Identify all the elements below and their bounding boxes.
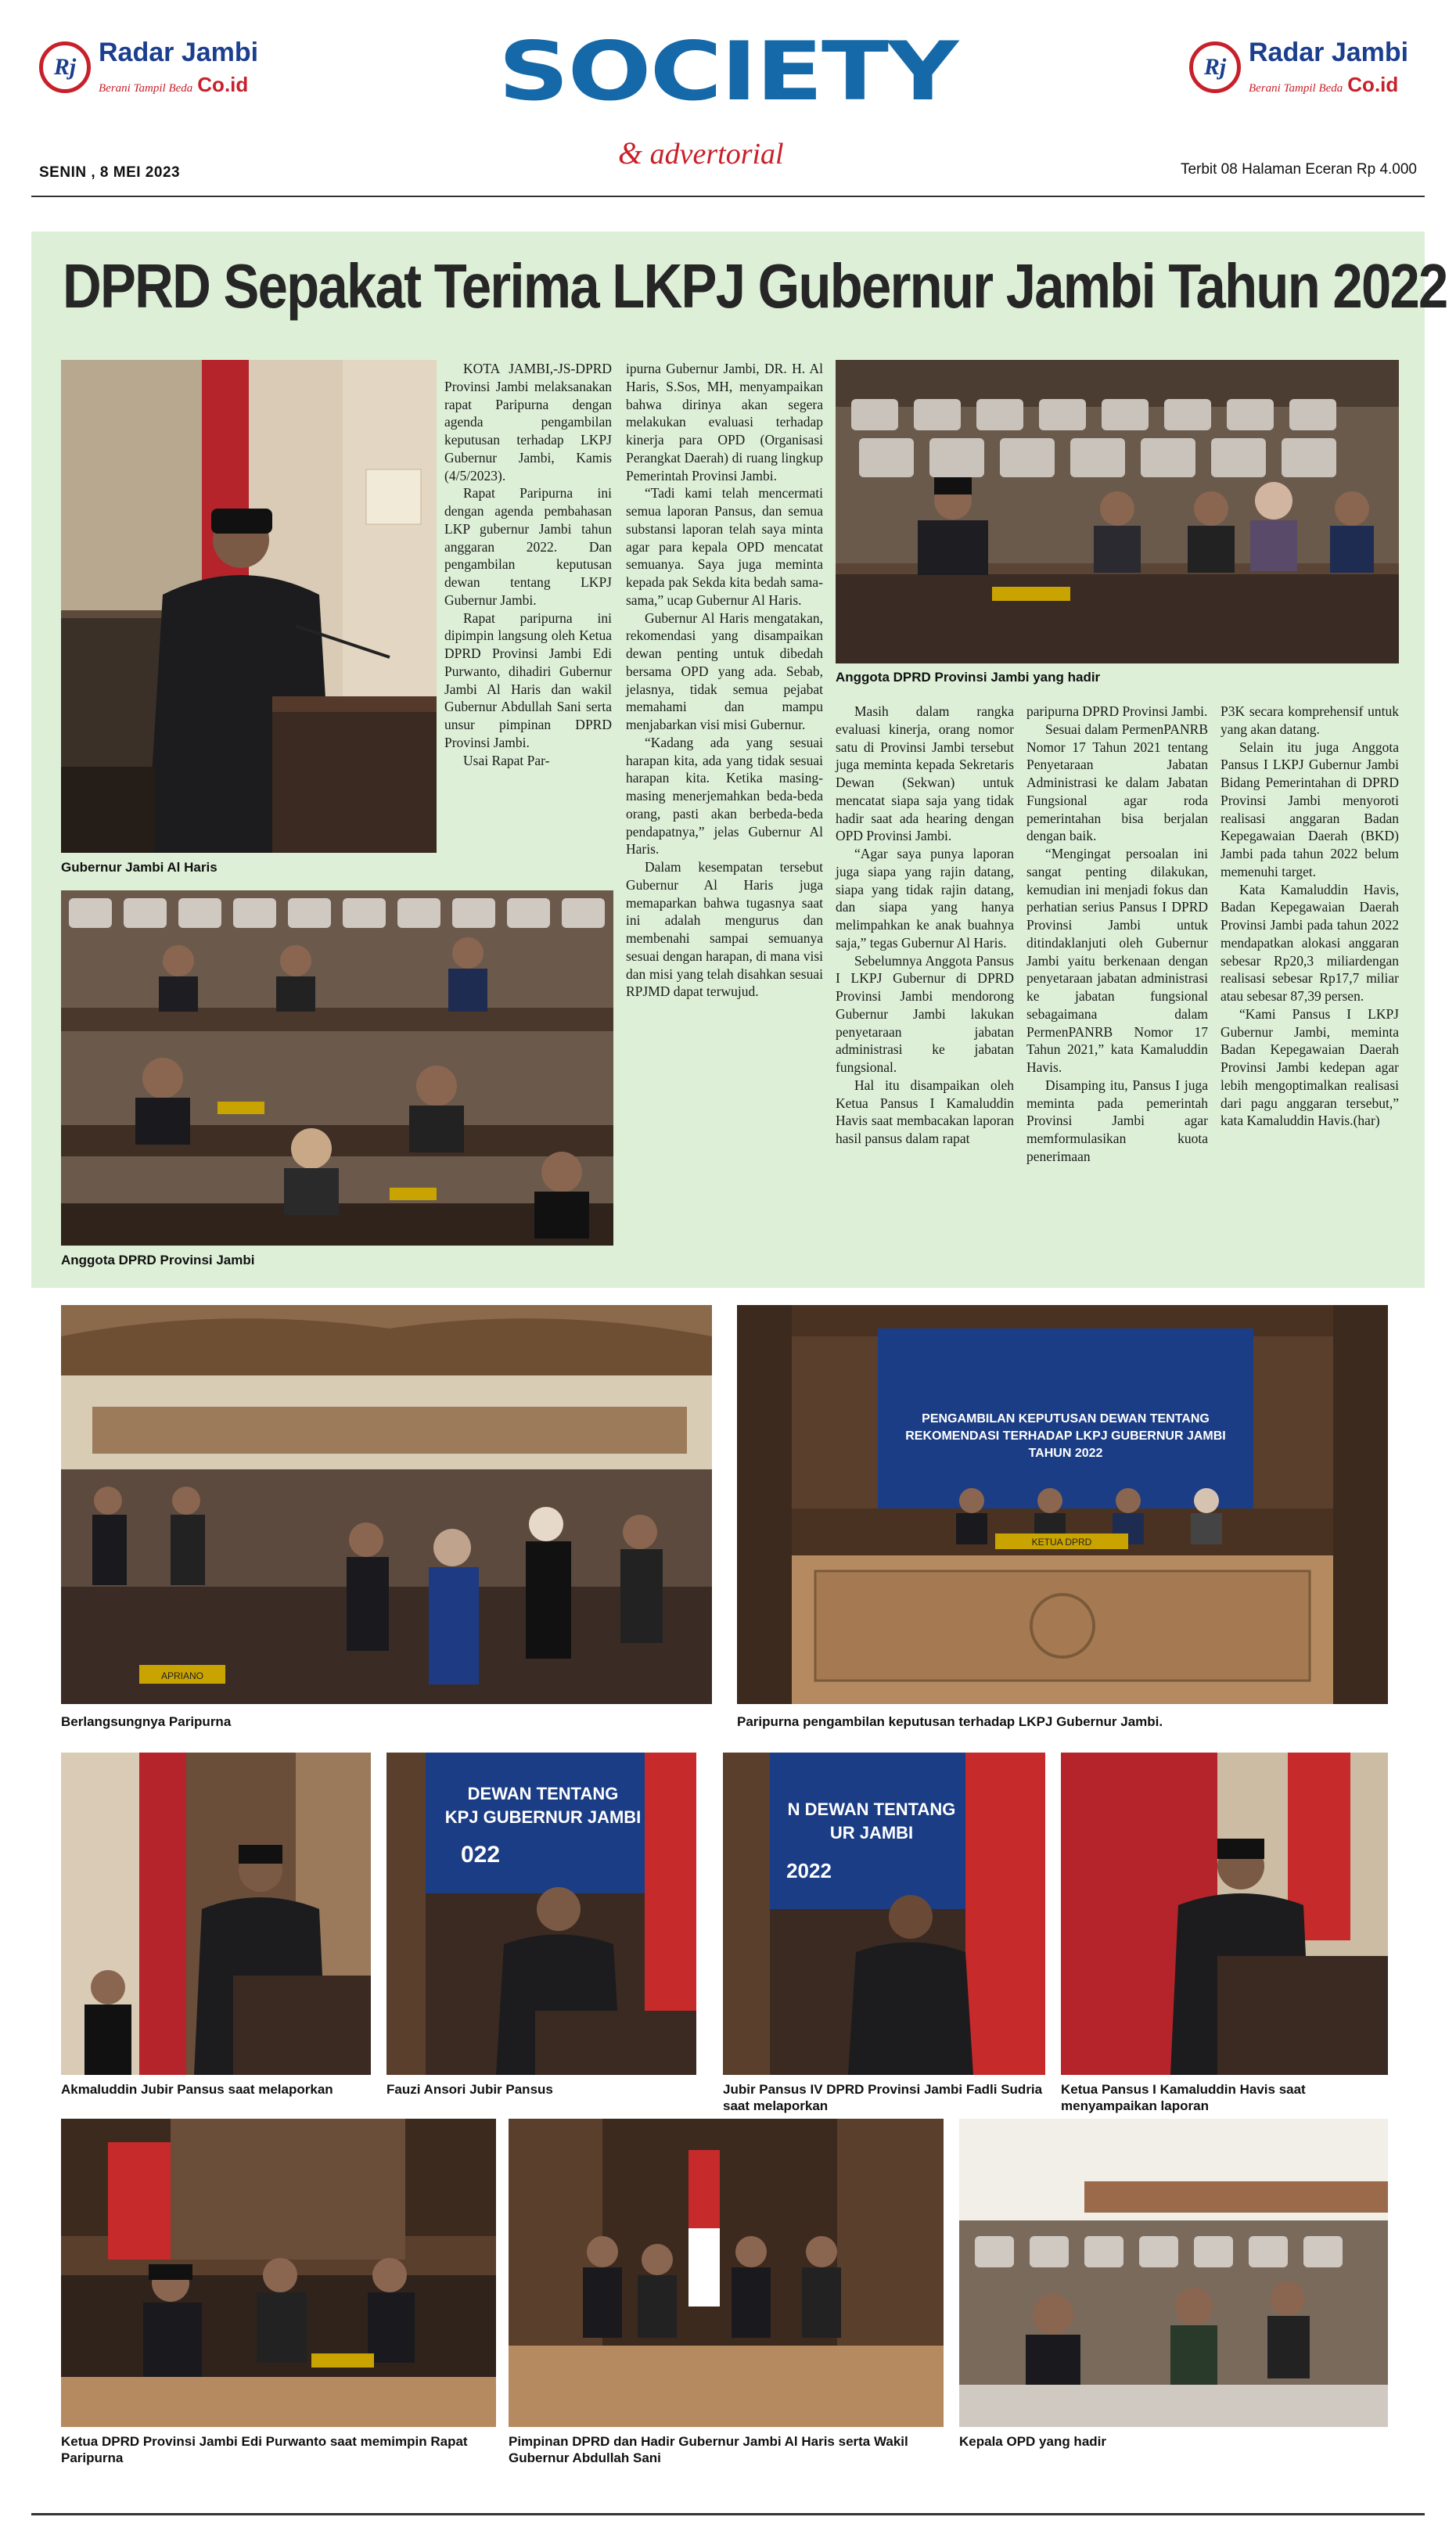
article-paragraph: Usai Rapat Par- (463, 752, 550, 768)
brand-domain: Co.id (1347, 73, 1399, 96)
masthead-divider (31, 196, 1425, 197)
article-paragraph: Rapat Paripurna ini dengan agenda pembahasan LKP gubernur Jambi tahun anggaran 2022. Dan pengambilan keputusan dewan tentang LKPJ Gubernur Jambi. (444, 485, 612, 608)
photo-opd (959, 2119, 1388, 2427)
caption-paripurna-keputusan: Paripurna pengambilan keputusan terhadap LKPJ Gubernur Jambi. (737, 1714, 1163, 1729)
screen-text-line: 022 (460, 1842, 501, 1868)
article-paragraph: P3K secara komprehensif untuk yang akan datang. (1221, 703, 1399, 737)
screen-text-line: 2022 (786, 1859, 832, 1882)
article-headline: DPRD Sepakat Terima LKPJ Gubernur Jambi Tahun 2022 (63, 251, 1447, 321)
photo-fauzi (386, 1753, 696, 2075)
brand-name: Radar Jambi (1249, 38, 1409, 67)
subtitle-word: advertorial (649, 138, 784, 171)
photo-anggota-hadir (836, 360, 1399, 663)
issue-price: Terbit 08 Halaman Eceran Rp 4.000 (1180, 161, 1417, 178)
brand-logo-left (39, 38, 258, 97)
article-paragraph: Disamping itu, Pansus I juga meminta pada pemerintah Provinsi Jambi agar memformulasikan kuota penerimaan (1026, 1077, 1208, 1164)
caption-fadli: Jubir Pansus IV DPRD Provinsi Jambi Fadli Sudria saat melaporkan (723, 2082, 1043, 2114)
article-paragraph: “Kami Pansus I LKPJ Gubernur Jambi, meminta Badan Kepegawaian Daerah Provinsi Jambi kedepan agar lebih mengoptimalkan realisasi dari pagu anggaran tersebut,” kata Kamaluddin Havis.(har) (1221, 1005, 1399, 1129)
screen-text-line: DEWAN TENTANG (467, 1784, 619, 1803)
article-paragraph: “Kadang ada yang sesuai harapan kita, ada yang tidak sesuai harapan kita. Ketika masing-masing menerjemahkan beda-beda orang, pasti akan berbeda-beda pendapatnya,” jelas Gubernur Al Haris. (626, 734, 823, 858)
section-title: SOCIETY (498, 23, 958, 119)
caption-berlangsung: Berlangsungnya Paripurna (61, 1714, 232, 1729)
issue-date: SENIN , 8 MEI 2023 (39, 164, 181, 181)
article-column-2 (626, 360, 823, 1001)
article-paragraph: Rapat paripurna ini dipimpin langsung oleh Ketua DPRD Provinsi Jambi Edi Purwanto, dihadiri Gubernur Jambi Al Haris dan wakil Gubernur Abdullah Sani serta unsur pimpinan DPRD Provinsi Jambi. (444, 609, 612, 750)
caption-anggota-hadir: Anggota DPRD Provinsi Jambi yang hadir (836, 670, 1101, 685)
photo-anggota (61, 890, 613, 1246)
article-paragraph: Sesuai dalam PermenPANRB Nomor 17 Tahun 2021 tentang Penyetaraan Jabatan Administrasi ke dalam Jabatan Fungsional agar roda pemerintahan bisa berjalan dengan baik. (1026, 721, 1208, 844)
nameplate-label: KETUA DPRD (1031, 1537, 1092, 1548)
screen-text-line: N DEWAN TENTANG (787, 1800, 956, 1819)
article-column-5 (1221, 703, 1399, 1130)
screen-text-line: PENGAMBILAN KEPUTUSAN DEWAN TENTANG (922, 1412, 1210, 1426)
ampersand: & (618, 135, 643, 171)
article-paragraph: Gubernur Al Haris mengatakan, rekomendasi yang disampaikan dewan penting untuk dibedah bersama OPD yang ada. Sebab, jelasnya, tidak semua pejabat memahami dan mampu menjabarkan visi misi Gubernur. (626, 609, 823, 732)
article-paragraph: Hal itu disampaikan oleh Ketua Pansus I Kamaluddin Havis saat membacakan laporan hasil pansus dalam rapat (836, 1077, 1014, 1146)
caption-anggota: Anggota DPRD Provinsi Jambi (61, 1253, 255, 1267)
article-paragraph: Sebelumnya Anggota Pansus I LKPJ Gubernur di DPRD Provinsi Jambi mendorong Gubernur Jambi lakukan penyetaraan jabatan administrasi ke jabatan fungsional. (836, 952, 1014, 1075)
article-paragraph: “Agar saya punya laporan juga siapa yang rajin datang, siapa yang tidak rajin datang, dan siapa yang hanya melimpahkan ke anak buahnya saja,” tegas Gubernur Al Haris. (836, 846, 1014, 951)
screen-text-line: REKOMENDASI TERHADAP LKPJ GUBERNUR JAMBI (905, 1429, 1226, 1443)
article-column-3 (836, 703, 1014, 1148)
caption-gubernur: Gubernur Jambi Al Haris (61, 860, 218, 875)
brand-logo-right (1189, 38, 1408, 97)
article-paragraph: paripurna DPRD Provinsi Jambi. (1026, 703, 1208, 719)
brand-name: Radar Jambi (99, 38, 259, 67)
photo-fadli (723, 1753, 1045, 2075)
photo-paripurna-keputusan (737, 1305, 1388, 1704)
article-paragraph: KOTA JAMBI,-JS-DPRD Provinsi Jambi melaksanakan rapat Paripurna dengan agenda pengambilan keputusan terhadap LKPJ Gubernur Jambi, Kamis (4/5/2023). (444, 361, 612, 484)
caption-fauzi: Fauzi Ansori Jubir Pansus (386, 2082, 553, 2097)
screen-text-line: TAHUN 2022 (1028, 1447, 1103, 1460)
caption-pimpinan: Pimpinan DPRD dan Hadir Gubernur Jambi Al Haris serta Wakil Gubernur Abdullah Sani (509, 2434, 908, 2466)
article-paragraph: Dalam kesempatan tersebut Gubernur Al Haris juga memaparkan bahwa tugasnya saat ini adalah mengurus dan membenahi sampai semuanya sesuai dengan harapan, di mana visi dan misi yang telah disahkan sesuai RPJMD dapat terwujud. (626, 859, 823, 1000)
photo-edi (61, 2119, 496, 2427)
footer-divider (31, 2513, 1425, 2515)
brand-emblem-icon: Rj (1189, 41, 1241, 93)
photo-berlangsung (61, 1305, 712, 1704)
caption-kamaluddin: Ketua Pansus I Kamaluddin Havis saat menyampaikan laporan (1061, 2082, 1306, 2114)
article-paragraph: “Mengingat persoalan ini sangat penting dilakukan, kemudian ini menjadi fokus dan perhatian serius Pansus I DPRD Provinsi Jambi untuk ditindaklanjuti oleh Gubernur Jambi yaitu berkenaan dengan penyetaraan jabatan administrasi ke jabatan fungsional sebagaimana dalam PermenPANRB Nomor 17 Tahun 2021,” kata Kamaluddin Havis. (1026, 846, 1208, 1075)
caption-akmaluddin: Akmaluddin Jubir Pansus saat melaporkan (61, 2082, 333, 2097)
article-paragraph: “Tadi kami telah mencermati semua laporan Pansus, dan semua substansi laporan telah saya minta agar para kepala OPD mencatat semuanya. Saya juga meminta kepada pak Sekda kita bedah sama-sama,” ucap Gubernur Al Haris. (626, 485, 823, 608)
photo-pimpinan (509, 2119, 944, 2427)
photo-kamaluddin (1061, 1753, 1388, 2075)
article-paragraph: Kata Kamaluddin Havis, Badan Kepegawaian Daerah Provinsi Jambi pada tahun 2022 mendapatkan alokasi anggaran sebesar Rp20,3 miliardengan realisasi sebesar Rp17,7 miliar atau sebesar 87,39 persen. (1221, 881, 1399, 1004)
screen-text-line: UR JAMBI (829, 1823, 914, 1843)
photo-akmaluddin (61, 1753, 371, 2075)
brand-domain: Co.id (197, 73, 249, 96)
article-paragraph: ipurna Gubernur Jambi, DR. H. Al Haris, S.Sos, MH, menyampaikan bahwa dirinya akan segera melakukan evaluasi terhadap kinerja para OPD (Organisasi Perangkat Daerah) di ruang lingkup Pemerintah Provinsi Jambi. (626, 361, 823, 484)
brand-emblem-icon: Rj (39, 41, 91, 93)
nameplate-label: APRIANO (160, 1670, 204, 1681)
brand-tagline: Berani Tampil Beda (99, 82, 193, 95)
section-subtitle (618, 135, 784, 171)
photo-gubernur-podium (61, 360, 437, 853)
screen-text-line: KPJ GUBERNUR JAMBI (444, 1807, 642, 1827)
article-paragraph: Masih dalam rangka evaluasi kinerja, orang nomor satu di Provinsi Jambi tersebut juga meminta kepada Sekretaris Dewan (Sekwan) untuk mencatat siapa saja yang tidak hadir saat ada hearing dengan OPD Provinsi Jambi. (836, 703, 1014, 844)
article-column-4 (1026, 703, 1208, 1166)
brand-tagline: Berani Tampil Beda (1249, 82, 1343, 95)
article-paragraph: Selain itu juga Anggota Pansus I LKPJ Gubernur Jambi Bidang Pemerintahan di DPRD Provinsi Jambi menyoroti realisasi anggaran Badan Kepegawaian Daerah (BKD) Jambi pada tahun 2022 belum memenuhi target. (1221, 739, 1399, 879)
article-column-1 (444, 360, 612, 769)
caption-edi: Ketua DPRD Provinsi Jambi Edi Purwanto saat memimpin Rapat Paripurna (61, 2434, 468, 2466)
caption-opd: Kepala OPD yang hadir (959, 2434, 1106, 2449)
